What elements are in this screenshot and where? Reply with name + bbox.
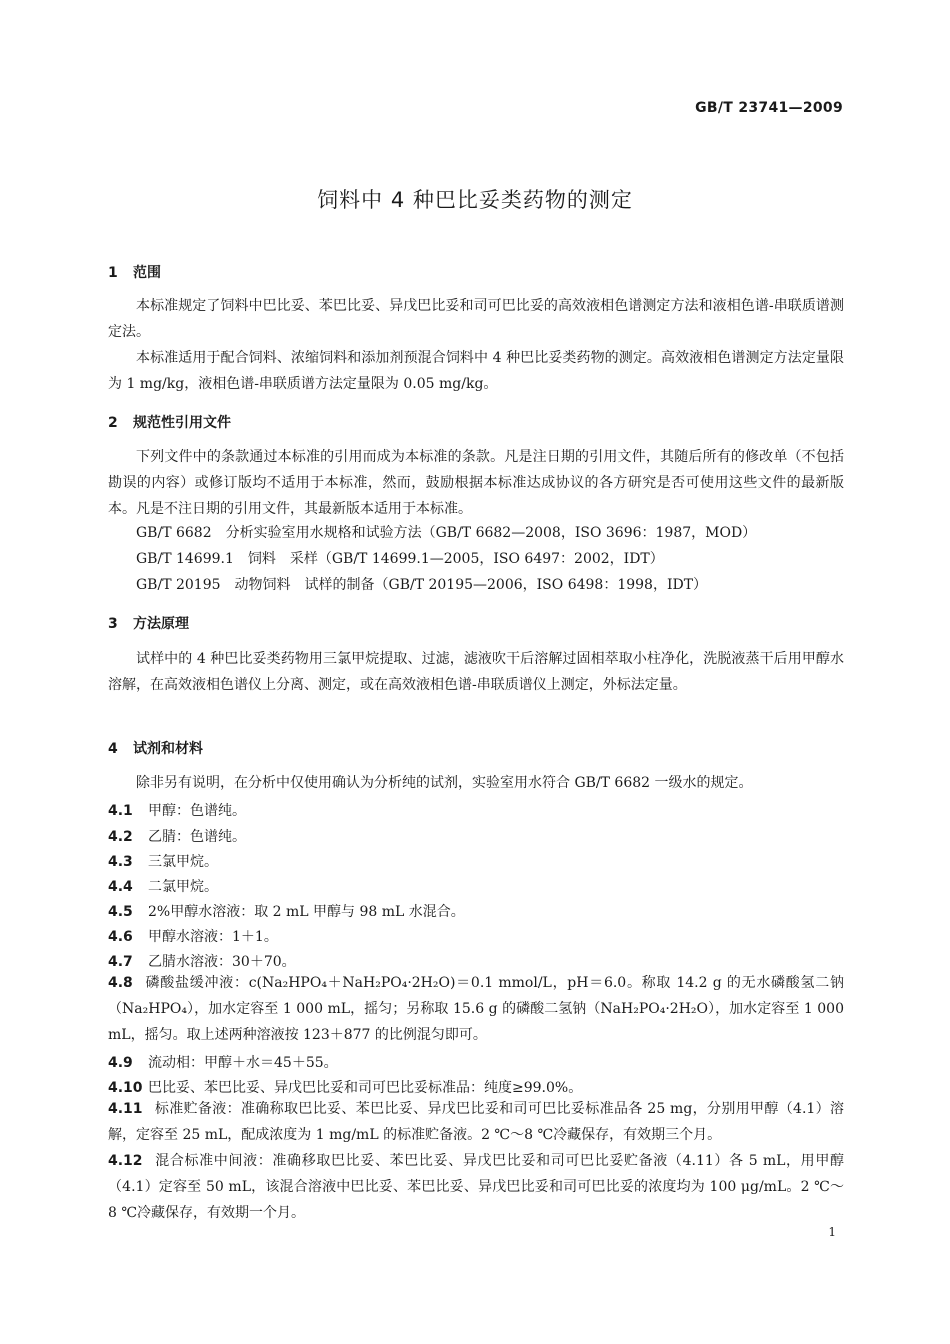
list-item: 4.7 乙腈水溶液：30＋70。: [108, 954, 296, 970]
section-1-paragraph-2: 本标准适用于配合饲料、浓缩饲料和添加剂预混合饲料中 4 种巴比妥类药物的测定。高效液相色谱测定方法定量限为 1 mg/kg，液相色谱-串联质谱方法定量限为 0.05 mg/kg。: [108, 350, 844, 392]
list-item: 4.3 三氯甲烷。: [108, 854, 218, 870]
list-item: 4.6 甲醇水溶液：1＋1。: [108, 929, 278, 945]
document-title: 饲料中 4 种巴比妥类药物的测定: [317, 188, 633, 212]
list-item: 4.8 磷酸盐缓冲液：c(Na₂HPO₄＋NaH₂PO₄·2H₂O)＝0.1 mmol/L，pH＝6.0。称取 14.2 g 的无水磷酸氢二钠（Na₂HPO₄），加水定容至 1 000 mL，摇匀；另称取 15.6 g 的磷酸二氢钠（NaH₂PO₄·2H₂O），加水定容至 1 000 mL，摇匀。取上述两种溶液按 123＋877 的比例混匀即可。: [108, 975, 844, 1043]
section-title: 方法原理: [133, 616, 189, 632]
section-3-heading: [108, 613, 189, 633]
list-item: 4.10 巴比妥、苯巴比妥、异戊巴比妥和司可巴比妥标准品：纯度≥99.0%。: [108, 1080, 583, 1096]
standard-number: GB/T 23741—2009: [695, 100, 843, 116]
section-number: 2: [108, 415, 118, 431]
section-2-paragraph-1: 下列文件中的条款通过本标准的引用而成为本标准的条款。凡是注日期的引用文件，其随后所有的修改单（不包括勘误的内容）或修订版均不适用于本标准，然而，鼓励根据本标准达成协议的各方研究是否可使用这些文件的最新版本。凡是不注日期的引用文件，其最新版本适用于本标准。: [108, 449, 844, 517]
reference-item: GB/T 14699.1 饲料 采样（GB/T 14699.1—2005，ISO 6497：2002，IDT）: [136, 551, 664, 567]
section-4-heading: [108, 738, 203, 758]
section-title: 范围: [133, 265, 161, 281]
section-title: 规范性引用文件: [133, 415, 231, 431]
reference-item: GB/T 20195 动物饲料 试样的制备（GB/T 20195—2006，ISO 6498：1998，IDT）: [136, 577, 708, 593]
reference-item: GB/T 6682 分析实验室用水规格和试验方法（GB/T 6682—2008，ISO 3696：1987，MOD）: [136, 525, 757, 541]
list-item: 4.4 二氯甲烷。: [108, 879, 218, 895]
section-1-paragraph-1: 本标准规定了饲料中巴比妥、苯巴比妥、异戊巴比妥和司可巴比妥的高效液相色谱测定方法和液相色谱-串联质谱测定法。: [108, 298, 844, 340]
section-number: 4: [108, 741, 118, 757]
list-item: 4.12 混合标准中间液：准确移取巴比妥、苯巴比妥、异戊巴比妥和司可巴比妥贮备液（4.11）各 5 mL，用甲醇（4.1）定容至 50 mL，该混合溶液中巴比妥、苯巴比妥、异戊巴比妥和司可巴比妥的浓度均为 100 μg/mL。2 ℃～8 ℃冷藏保存，有效期一个月。: [108, 1153, 844, 1221]
section-number: 3: [108, 616, 118, 632]
list-item: 4.5 2%甲醇水溶液：取 2 mL 甲醇与 98 mL 水混合。: [108, 904, 465, 920]
page-number: 1: [828, 1225, 836, 1239]
section-2-heading: [108, 412, 231, 432]
section-number: 1: [108, 265, 118, 281]
list-item: 4.9 流动相：甲醇＋水＝45＋55。: [108, 1055, 338, 1071]
section-1-heading: [108, 262, 161, 282]
list-item: 4.2 乙腈：色谱纯。: [108, 829, 246, 845]
section-title: 试剂和材料: [133, 741, 203, 757]
list-item: 4.1 甲醇：色谱纯。: [108, 803, 246, 819]
section-4-paragraph-1: 除非另有说明，在分析中仅使用确认为分析纯的试剂，实验室用水符合 GB/T 6682 一级水的规定。: [136, 775, 753, 791]
section-3-paragraph-1: 试样中的 4 种巴比妥类药物用三氯甲烷提取、过滤，滤液吹干后溶解过固相萃取小柱净化，洗脱液蒸干后用甲醇水溶解，在高效液相色谱仪上分离、测定，或在高效液相色谱-串联质谱仪上测定，外标法定量。: [108, 651, 844, 693]
list-item: 4.11 标准贮备液：准确称取巴比妥、苯巴比妥、异戊巴比妥和司可巴比妥标准品各 25 mg，分别用甲醇（4.1）溶解，定容至 25 mL，配成浓度为 1 mg/mL 的标准贮备液。2 ℃～8 ℃冷藏保存，有效期三个月。: [108, 1101, 844, 1143]
